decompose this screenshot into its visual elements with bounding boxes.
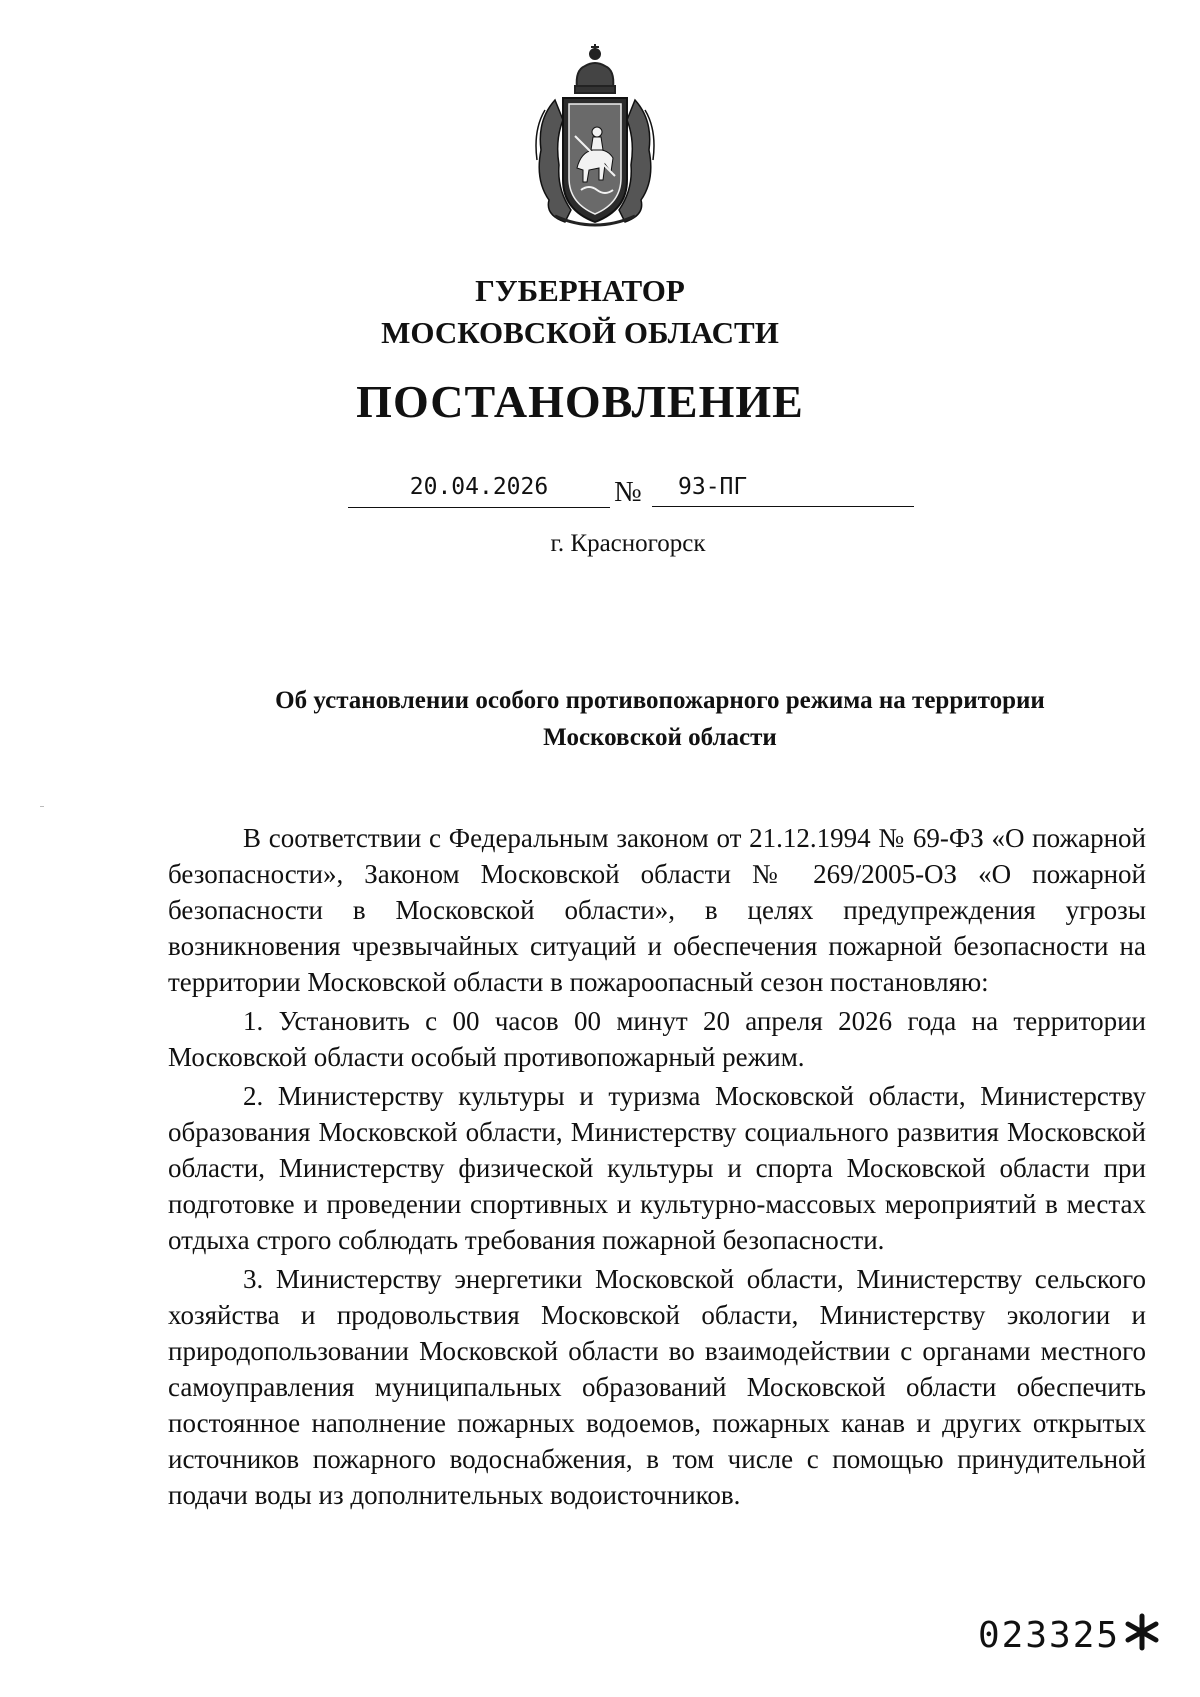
number-sign: № (614, 476, 642, 508)
document-subject (200, 682, 1120, 756)
asterisk-icon (1122, 1612, 1162, 1652)
document-date: 20.04.2026 (348, 469, 610, 508)
serial-number: 023325 (978, 1615, 1121, 1656)
document-number: 93-ПГ (652, 469, 914, 507)
item-2-paragraph: 2. Министерству культуры и туризма Московской области, Министерству образования Московской области, Министерству социального развития Московской области, Министерству физической культуры и спорта Московской области при подготовке и проведении спортивных и культурно-массовых мероприятий в местах отдыха строго соблюдать требования пожарной безопасности. (168, 1081, 1146, 1255)
margin-mark (40, 806, 44, 807)
document-body (168, 820, 1146, 1516)
document-type: ПОСТАНОВЛЕНИЕ (356, 376, 804, 427)
item-3-paragraph: 3. Министерству энергетики Московской области, Министерству сельского хозяйства и продовольствия Московской области, Министерству экологии и природопользовании Московской области во взаимодействии с органами местного самоуправления муниципальных образований Московской области обеспечить постоянное наполнение пожарных водоемов, пожарных канав и других открытых источников пожарного водоснабжения, в том числе с помощью принудительной подачи воды из дополнительных водоисточников. (168, 1264, 1146, 1510)
issuer-region: МОСКОВСКОЙ ОБЛАСТИ (381, 315, 779, 350)
issuer-title: ГУБЕРНАТОР (475, 273, 685, 308)
preamble-paragraph: В соответствии с Федеральным законом от 21.12.1994 № 69-ФЗ «О пожарной безопасности», Законом Московской области № 269/2005-ОЗ «О пожарной безопасности в Московской области», в целях предупреждения угрозы возникновения чрезвычайных ситуаций и обеспечения пожарной безопасности на территории Московской области в пожароопасный сезон постановляю: (168, 823, 1146, 997)
subject-line-2: Московской области (543, 724, 777, 751)
issue-city: г. Красногорск (550, 530, 706, 557)
item-1-paragraph: 1. Установить с 00 часов 00 минут 20 апреля 2026 года на территории Московской области особый противопожарный режим. (168, 1006, 1146, 1072)
subject-line-1: Об установлении особого противопожарного режима на территории (275, 687, 1045, 714)
coat-of-arms-icon (515, 40, 675, 230)
